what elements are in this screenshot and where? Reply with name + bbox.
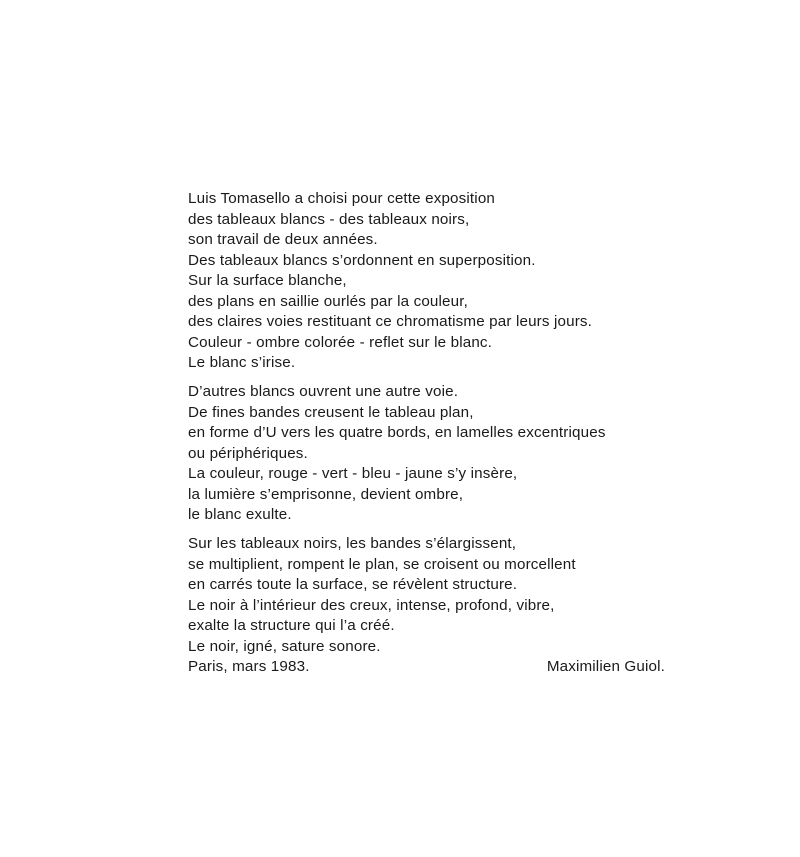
poem-line: Sur les tableaux noirs, les bandes s’élargissent, xyxy=(188,535,517,552)
poem-line: Luis Tomasello a choisi pour cette exposition xyxy=(188,190,496,207)
poem-line: des plans en saillie ourlés par la couleur, xyxy=(188,292,468,310)
poem-line: des tableaux blancs - des tableaux noirs, xyxy=(188,210,470,228)
poem-line: Des tableaux blancs s’ordonnent en superposition. xyxy=(188,251,536,269)
poem-line: se multiplient, rompent le plan, se croisent ou morcellent xyxy=(188,555,576,573)
poem-text xyxy=(188,189,678,678)
poem-line: ou périphériques. xyxy=(188,444,308,462)
poem-line: Couleur - ombre colorée - reflet sur le blanc. xyxy=(188,333,493,351)
poem-line: Le blanc s’irise. xyxy=(188,354,296,371)
poem-line: exalte la structure qui l’a créé. xyxy=(188,617,395,634)
poem-line: Sur la surface blanche, xyxy=(188,272,347,289)
poem-line: en carrés toute la surface, se révèlent structure. xyxy=(188,576,518,593)
poem-line: D’autres blancs ouvrent une autre voie. xyxy=(188,383,459,400)
poem-line: son travail de deux années. xyxy=(188,231,378,248)
poem-line: De fines bandes creusent le tableau plan, xyxy=(188,403,474,421)
poem-line: Le noir à l’intérieur des creux, intense, profond, vibre, xyxy=(188,596,555,614)
poem-line: la lumière s’emprisonne, devient ombre, xyxy=(188,485,464,503)
stanza-2 xyxy=(188,382,678,526)
place-date: Paris, mars 1983. xyxy=(188,658,310,675)
poem-line: Le noir, igné, sature sonore. xyxy=(188,637,381,655)
poem-line: des claires voies restituant ce chromatisme par leurs jours. xyxy=(188,313,593,330)
stanza-3 xyxy=(188,534,678,657)
author-signature: Maximilien Guiol. xyxy=(546,658,665,675)
poem-line: La couleur, rouge - vert - bleu - jaune s’y insère, xyxy=(188,465,518,482)
poem-line: le blanc exulte. xyxy=(188,506,292,523)
signature-row xyxy=(188,657,665,678)
stanza-1 xyxy=(188,189,678,374)
poem-line: en forme d’U vers les quatre bords, en lamelles excentriques xyxy=(188,424,606,441)
